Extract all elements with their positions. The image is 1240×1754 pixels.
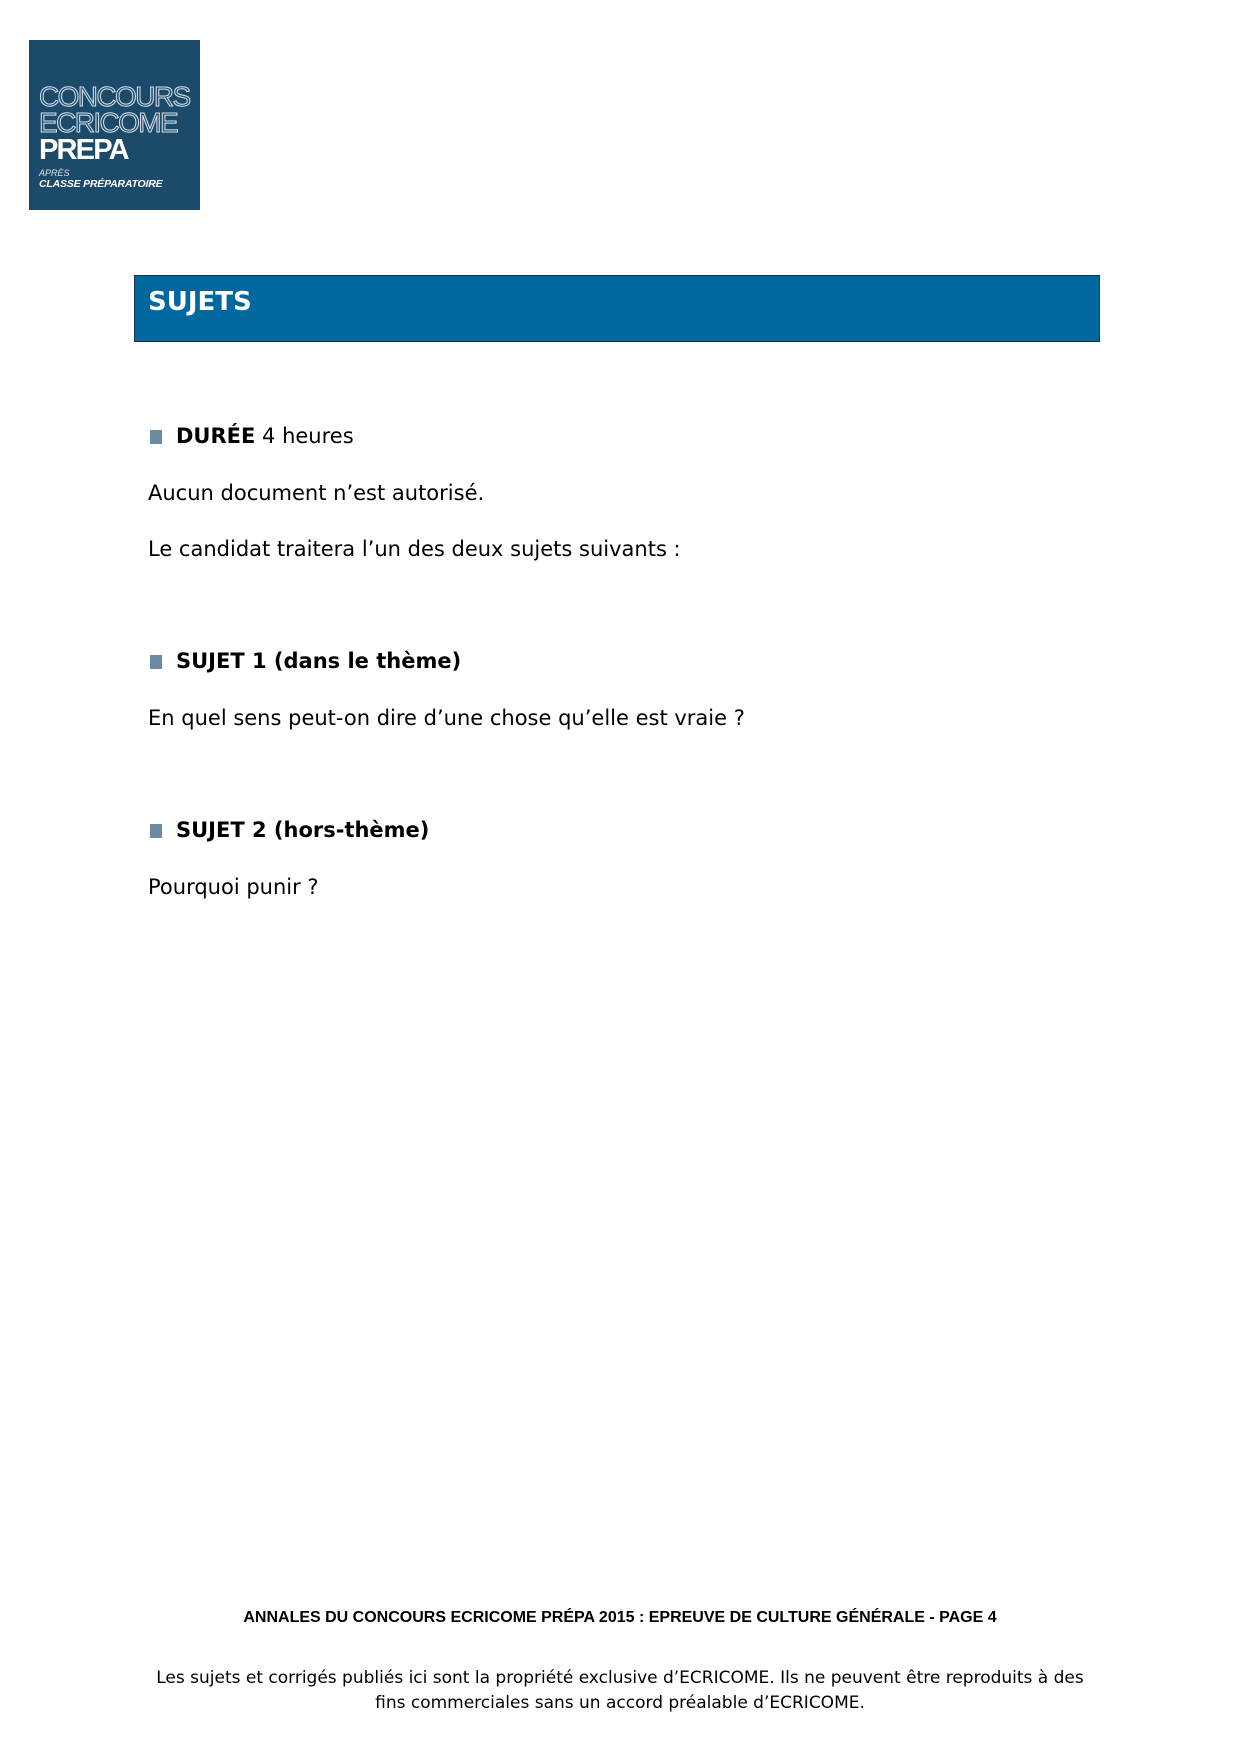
logo-line-prepa: PREPA (39, 134, 128, 166)
instruction-text: Le candidat traitera l’un des deux sujets suivants : (148, 537, 681, 561)
subject-heading: SUJET 1 (dans le thème) (176, 649, 462, 673)
duration-line (176, 424, 354, 448)
duration-value: 4 heures (255, 424, 354, 448)
logo-line-classe-preparatoire: CLASSE PRÉPARATOIRE (39, 178, 163, 190)
subject-heading: SUJET 2 (hors-thème) (176, 818, 430, 842)
logo-line-concours: CONCOURS (39, 81, 190, 112)
footer-note-line: fins commerciales sans un accord préalable d’ECRICOME. (375, 1693, 865, 1713)
footer-note-line: Les sujets et corrigés publiés ici sont la propriété exclusive d’ECRICOME. Ils ne peuvent être reproduits à des (156, 1668, 1084, 1688)
logo-line-ecricome: ECRICOME (39, 107, 178, 138)
bullet-square-icon (150, 430, 162, 444)
instruction-text: Aucun document n’est autorisé. (148, 481, 485, 505)
subject-question: Pourquoi punir ? (148, 875, 319, 899)
bullet-square-icon (150, 655, 162, 669)
ecricome-logo (29, 40, 200, 210)
subject-question: En quel sens peut-on dire d’une chose qu’elle est vraie ? (148, 706, 745, 730)
section-banner (134, 275, 1100, 342)
duration-label: DURÉE (176, 424, 256, 448)
bullet-square-icon (150, 824, 162, 838)
section-title: SUJETS (148, 287, 252, 317)
footer-title: ANNALES DU CONCOURS ECRICOME PRÉPA 2015 : EPREUVE DE CULTURE GÉNÉRALE - PAGE 4 (243, 1609, 997, 1626)
logo-line-apres: APRÈS (39, 168, 70, 178)
